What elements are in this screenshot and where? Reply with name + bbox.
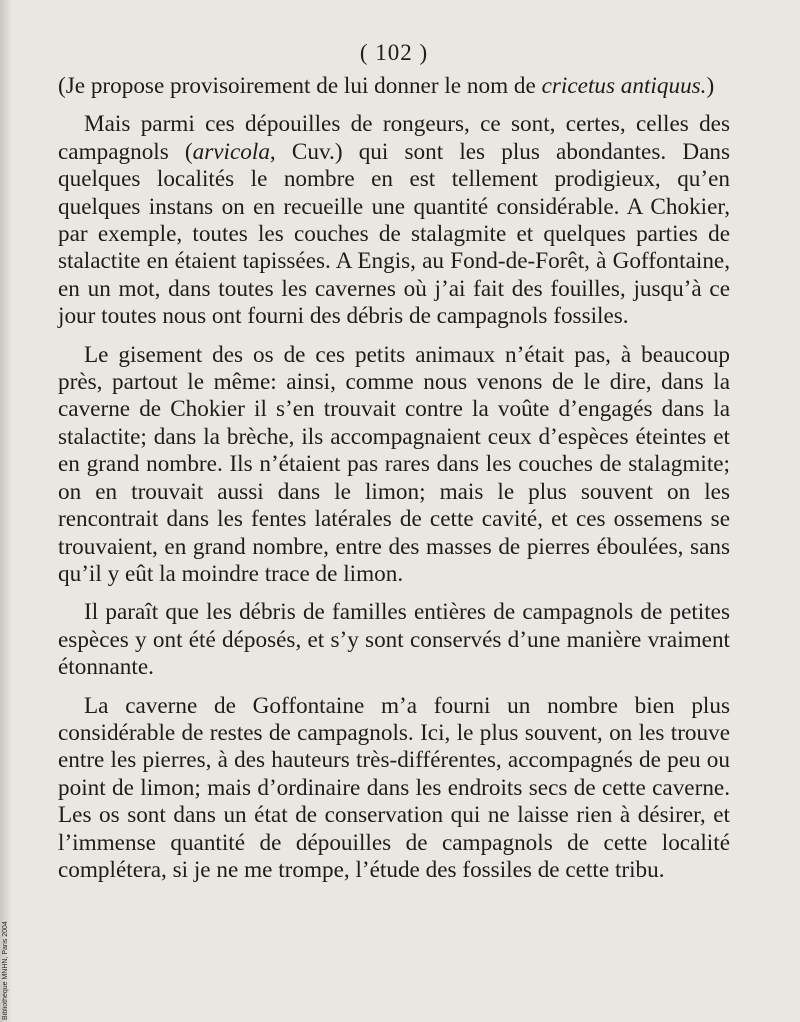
- paragraph-1: [58, 73, 730, 100]
- paragraph-3: Le gisement des os de ces petits animaux n’était pas, à beaucoup près, partout le même: ainsi, comme nous venons de le dire, dans la caverne de Chokier il s’en trouvait contre la voûte d’engagés dans la stalactite; dans la brèche, ils accompagnaient ceux d’espèces éteintes et en grand nombre. Ils n’étaient pas rares dans les couches de stalagmite; on en trouvait aussi dans le limon; mais le plus souvent on les rencontrait dans les fentes latérales de cette cavité, et ces ossemens se trouvaient, en grand nombre, entre des masses de pierres éboulées, sans qu’il y eût la moindre trace de limon.: [58, 341, 730, 587]
- library-stamp: Bibliothèque MNHN, Paris 2004: [2, 921, 9, 1020]
- page-number: ( 102 ): [359, 40, 429, 65]
- paragraph-2-continuation: , Cuv.) qui sont les plus abondantes. Dans quelques localités le nombre en est tellement prodigieux, qu’en quelques instans on en recueille une quantité considérable. A Chokier, par exemple, toutes les couches de stalagmite et quelques parties de stalactite en étaient tapissées. A Engis, au Fond-de-Forêt, à Goffontaine, en un mot, dans toutes les cavernes où j’ai fait des fouilles, jusqu’à ce jour toutes nous ont fourni des débris de campagnols fossiles.: [58, 138, 730, 330]
- paragraph-2: [58, 111, 730, 330]
- paragraph-5: La caverne de Goffontaine m’a fourni un nombre bien plus considérable de restes de campagnols. Ici, le plus souvent, on les trouve entre les pierres, à des hauteurs très-différentes, accompagnés de peu ou point de limon; mais d’ordinaire dans les endroits secs de cette caverne. Les os sont dans un état de conservation qui ne laisse rien à désirer, et l’immense quantité de dépouilles de campagnols de cette localité complétera, si je ne me trompe, l’étude des fossiles de cette tribu.: [58, 692, 730, 883]
- species-name-italic: cricetus antiquus.: [541, 73, 707, 99]
- scan-edge: [0, 0, 12, 1022]
- paragraph-1-closing: ): [706, 73, 715, 99]
- paragraph-4: Il paraît que les débris de familles entières de campagnols de petites espèces y ont été déposés, et s’y sont conservés d’une manière vraiment étonnante.: [58, 599, 730, 681]
- genus-name-italic: arvicola: [192, 138, 270, 165]
- book-page: [58, 0, 730, 1022]
- paragraph-1-text: (Je propose provisoirement de lui donner le nom de: [58, 73, 542, 99]
- body-text: [58, 73, 730, 895]
- paragraph-2-text: Mais parmi ces dépouilles de rongeurs, ce sont, certes, celles des campagnols (: [58, 111, 730, 165]
